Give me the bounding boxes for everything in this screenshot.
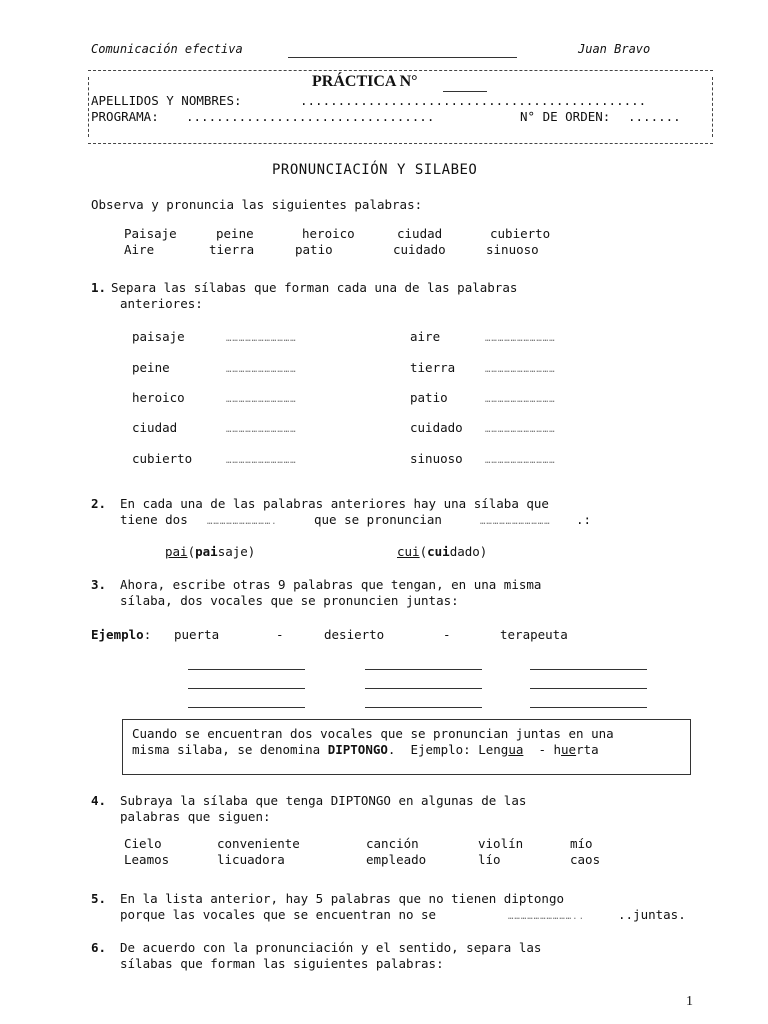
- q1-word-peine: peine: [132, 360, 170, 375]
- q3-answer-line[interactable]: [365, 707, 482, 708]
- word-aire: Aire: [124, 242, 155, 257]
- word-cuidado: cuidado: [393, 242, 446, 257]
- q4-word: licuadora: [217, 852, 285, 867]
- q1-answer-blank: ……………………………: [226, 395, 297, 405]
- q1-word-patio: patio: [410, 390, 448, 405]
- note-line2: misma silaba, se denomina DIPTONGO. Ejemplo: Lengua - huerta: [132, 742, 599, 757]
- q1-text-line1: Separa las sílabas que forman cada una de las palabras: [111, 280, 518, 295]
- q1-answer-blank: ……………………………: [485, 395, 556, 405]
- q3-text-line1: Ahora, escribe otras 9 palabras que tengan, en una misma: [120, 577, 542, 592]
- q1-word-cubierto: cubierto: [132, 451, 193, 466]
- q1-answer-blank: ……………………………: [485, 425, 556, 435]
- q3-number: 3.: [91, 577, 107, 592]
- q1-word-sinuoso: sinuoso: [410, 451, 463, 466]
- practica-title: PRÁCTICA N°: [312, 73, 418, 90]
- q1-answer-blank: ……………………………: [226, 334, 297, 344]
- q4-word: violín: [478, 836, 524, 851]
- intro-text: Observa y pronuncia las siguientes palabras:: [91, 197, 423, 212]
- q2-example-syllable: cui: [397, 544, 420, 559]
- q1-answer-blank: ……………………………: [226, 425, 297, 435]
- q1-text-line2: anteriores:: [120, 296, 203, 311]
- q1-answer-blank: ……………………………: [485, 365, 556, 375]
- program-label: PROGRAMA:: [91, 109, 159, 124]
- q5-text-line2b: ..juntas.: [618, 907, 686, 922]
- q2-example-syllable: pai: [165, 544, 188, 559]
- example-line: Ejemplo:: [91, 627, 152, 642]
- example-word-3: terapeuta: [500, 627, 568, 642]
- order-dots: .......: [628, 109, 681, 124]
- practica-number-blank: [443, 91, 487, 92]
- header-blank-line: [288, 57, 517, 58]
- q6-text-line1: De acuerdo con la pronunciación y el sentido, separa las: [120, 940, 542, 955]
- q4-word: mío: [570, 836, 593, 851]
- q4-text-line1: Subraya la sílaba que tenga DIPTONGO en algunas de las: [120, 793, 527, 808]
- q3-answer-line[interactable]: [188, 707, 305, 708]
- example-dash-2: -: [443, 627, 451, 642]
- word-patio: patio: [295, 242, 333, 257]
- word-heroico: heroico: [302, 226, 355, 241]
- q2-text-line2b: que se pronuncian: [314, 512, 442, 527]
- order-label: N° DE ORDEN:: [520, 109, 611, 124]
- names-dots: ..............................................: [300, 93, 647, 108]
- q5-number: 5.: [91, 891, 107, 906]
- q4-word: Cielo: [124, 836, 162, 851]
- q3-answer-line[interactable]: [365, 669, 482, 670]
- q4-word: conveniente: [217, 836, 300, 851]
- author-name: Juan Bravo: [578, 42, 651, 56]
- program-dots: .................................: [186, 109, 435, 124]
- example-dash-1: -: [276, 627, 284, 642]
- q4-number: 4.: [91, 793, 107, 808]
- q2-example-paisaje: pai(paisaje): [165, 544, 256, 559]
- word-ciudad: ciudad: [397, 226, 443, 241]
- q3-answer-line[interactable]: [530, 688, 647, 689]
- q3-answer-line[interactable]: [530, 707, 647, 708]
- q1-answer-blank: ……………………………: [485, 334, 556, 344]
- section-title: PRONUNCIACIÓN Y SILABEO: [272, 162, 478, 178]
- q1-word-cuidado: cuidado: [410, 420, 463, 435]
- q2-blank-1: ………………………….: [207, 517, 278, 527]
- word-paisaje: Paisaje: [124, 226, 177, 241]
- q1-word-tierra: tierra: [410, 360, 456, 375]
- q4-word: Leamos: [124, 852, 170, 867]
- word-tierra: tierra: [209, 242, 255, 257]
- q2-example-cuidado: cui(cuidado): [397, 544, 488, 559]
- q4-word: lío: [478, 852, 501, 867]
- page-number: 1: [686, 994, 693, 1009]
- q6-text-line2: sílabas que forman las siguientes palabras:: [120, 956, 444, 971]
- q4-text-line2: palabras que siguen:: [120, 809, 271, 824]
- word-peine: peine: [216, 226, 254, 241]
- q1-word-ciudad: ciudad: [132, 420, 178, 435]
- q2-blank-2: ……………………………: [480, 517, 551, 527]
- q3-answer-line[interactable]: [188, 669, 305, 670]
- q3-answer-line[interactable]: [530, 669, 647, 670]
- word-cubierto: cubierto: [490, 226, 551, 241]
- q2-number: 2.: [91, 496, 107, 511]
- q1-word-heroico: heroico: [132, 390, 185, 405]
- q1-answer-blank: ……………………………: [226, 456, 297, 466]
- q2-text-line2c: .:: [576, 512, 592, 527]
- course-name: Comunicación efectiva: [91, 42, 243, 56]
- example-label: Ejemplo: [91, 627, 144, 642]
- q5-text-line1: En la lista anterior, hay 5 palabras que no tienen diptongo: [120, 891, 565, 906]
- q5-blank: …………………………..: [508, 912, 586, 922]
- example-word-2: desierto: [324, 627, 385, 642]
- names-label: APELLIDOS Y NOMBRES:: [91, 93, 242, 108]
- q1-word-aire: aire: [410, 329, 441, 344]
- word-sinuoso: sinuoso: [486, 242, 539, 257]
- q3-text-line2: sílaba, dos vocales que se pronuncien juntas:: [120, 593, 459, 608]
- q6-number: 6.: [91, 940, 107, 955]
- q1-answer-blank: ……………………………: [226, 365, 297, 375]
- q4-word: empleado: [366, 852, 427, 867]
- q1-number: 1.: [91, 280, 107, 295]
- diptongo-term: DIPTONGO: [327, 742, 388, 757]
- note-line1: Cuando se encuentran dos vocales que se pronuncian juntas en una: [132, 726, 614, 741]
- q1-word-paisaje: paisaje: [132, 329, 185, 344]
- q4-word: caos: [570, 852, 601, 867]
- q4-word: canción: [366, 836, 419, 851]
- example-word-1: puerta: [174, 627, 220, 642]
- q3-answer-line[interactable]: [365, 688, 482, 689]
- q3-answer-line[interactable]: [188, 688, 305, 689]
- q5-text-line2a: porque las vocales que se encuentran no se: [120, 907, 437, 922]
- q1-answer-blank: ……………………………: [485, 456, 556, 466]
- q2-text-line2a: tiene dos: [120, 512, 188, 527]
- q2-text-line1: En cada una de las palabras anteriores hay una sílaba que: [120, 496, 549, 511]
